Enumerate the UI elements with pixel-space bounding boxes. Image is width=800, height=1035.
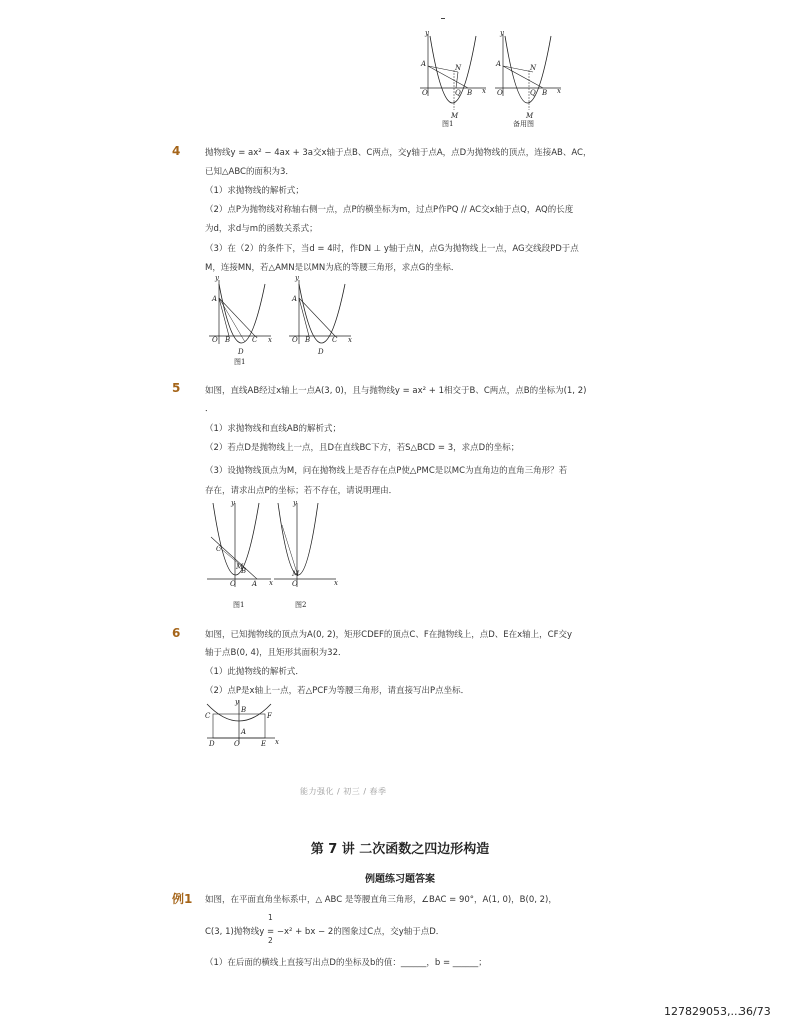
top-fig2-B: B: [542, 89, 548, 97]
p4-fig2-B: B: [305, 336, 311, 344]
top-fig2-x: x: [557, 87, 561, 95]
top-fig1-Q: Q: [455, 89, 461, 97]
problem-4-figure-1: [205, 272, 275, 372]
page-number: 36/73: [739, 1005, 771, 1018]
top-figure-1: [420, 30, 490, 130]
p6-fig-B: B: [241, 706, 247, 714]
p4-fig1-C: C: [252, 336, 258, 344]
p5-fig1-M: M: [236, 563, 244, 571]
p5-fig1-A: A: [252, 580, 258, 588]
problem-4-line-1: 抛物线y = ax² − 4ax + 3a交x轴于点B、C两点，交y轴于点A，点D为抛物线的顶点，连接AB、AC，: [205, 148, 592, 158]
problem-6-line-2: 轴于点B(0, 4)，且矩形其面积为32．: [205, 648, 347, 658]
p5-fig1-O: O: [230, 580, 236, 588]
problem-5-line-6: 存在，请求出点P的坐标；若不存在，请说明理由．: [205, 486, 398, 496]
problem-4-line-3: （1）求抛物线的解析式；: [205, 186, 304, 196]
p5-fig2-x: x: [334, 579, 338, 587]
p4-fig1-O: O: [212, 336, 218, 344]
problem-4-line-6: （3）在（2）的条件下，当d = 4时，作DN ⊥ y轴于点N，点G为抛物线上一点，AG交线段PD于点: [205, 244, 579, 254]
example-1-frac-den: 2: [268, 936, 273, 945]
p4-fig1-y: y: [215, 274, 219, 282]
p5-fig2-y: y: [293, 499, 297, 507]
p5-fig1-caption: 图1: [233, 601, 245, 609]
p4-fig2-O: O: [292, 336, 298, 344]
top-fig1-O: O: [422, 89, 428, 97]
p5-fig1-x: x: [269, 579, 273, 587]
p5-fig1-B: B: [241, 567, 247, 575]
p6-fig-y: y: [235, 698, 239, 706]
p4-fig1-caption: 图1: [234, 358, 246, 366]
p4-fig2-y: y: [295, 274, 299, 282]
p6-fig-F: F: [267, 712, 272, 720]
top-fig1-x: x: [482, 87, 486, 95]
problem-6-line-1: 如图，已知抛物线的顶点为A(0, 2)，矩形CDEF的顶点C、F在抛物线上，点D、E在x轴上，CF交y: [205, 630, 573, 640]
p6-fig-O: O: [234, 740, 240, 748]
p4-fig1-B: B: [225, 336, 231, 344]
problem-5-line-5: （3）设抛物线顶点为M，问在抛物线上是否存在点P使△PMC是以MC为直角边的直角三角形？若: [205, 466, 568, 476]
problem-4-figure-2: [285, 272, 355, 372]
example-1-frac-num: 1: [268, 913, 273, 922]
example-1-line-2: C(3, 1)抛物线y = −x² + bx − 2的图象过C点，交y轴于点D．: [205, 927, 445, 937]
top-fig2-O: O: [497, 89, 503, 97]
example-1-line-3: （1）在后面的横线上直接写出点D的坐标及b的值：______，b = ______；: [205, 958, 487, 968]
top-fig2-M: M: [526, 112, 534, 120]
problem-5-line-3: （1）求抛物线和直线AB的解析式；: [205, 424, 342, 434]
problem-6-line-4: （2）点P是x轴上一点，若△PCF为等腰三角形，请直接写出P点坐标．: [205, 686, 470, 696]
p6-fig-C: C: [205, 712, 211, 720]
top-fig1-B: B: [467, 89, 473, 97]
problem-4-line-2: 已知△ABC的面积为3．: [205, 167, 294, 177]
p6-fig-x: x: [275, 738, 279, 746]
p5-fig2-M: M: [292, 570, 300, 578]
p6-fig-A: A: [241, 728, 247, 736]
p6-fig-E: E: [261, 740, 267, 748]
problem-4-number: 4: [172, 144, 181, 158]
problem-5-line-1: 如图，直线AB经过x轴上一点A(3, 0)，且与抛物线y = ax² + 1相交于B、C两点，点B的坐标为(1, 2): [205, 386, 587, 396]
example-1-number: 例1: [172, 892, 193, 906]
p4-fig2-C: C: [332, 336, 338, 344]
p5-fig2-caption: 图2: [295, 601, 307, 609]
top-fig1-caption: 图1: [442, 120, 454, 128]
top-fig1-A: A: [421, 60, 427, 68]
p4-fig1-x: x: [268, 336, 272, 344]
top-fig2-y: y: [500, 29, 504, 37]
p4-fig1-A: A: [212, 295, 218, 303]
p5-fig1-y: y: [231, 499, 235, 507]
problem-4-line-5: 为d，求d与m的函数关系式；: [205, 224, 318, 234]
problem-4-line-4: （2）点P为抛物线对称轴右侧一点，点P的横坐标为m，过点P作PQ // AC交x轴于点Q，AQ的长度: [205, 205, 574, 215]
example-1-line-1: 如图，在平面直角坐标系中，△ ABC 是等腰直角三角形，∠BAC = 90°，A(1, 0)，B(0, 2)，: [205, 895, 557, 905]
top-fig2-N: N: [530, 64, 537, 72]
problem-5-figure-2: [270, 497, 340, 612]
problem-6-line-3: （1）此抛物线的解析式．: [205, 667, 304, 677]
top-fig2-A: A: [496, 60, 502, 68]
top-fig2-caption: 备用图: [513, 120, 534, 128]
p4-fig2-A: A: [292, 295, 298, 303]
top-fig1-N: N: [455, 64, 462, 72]
footer-breadcrumb: 能力强化 / 初三 / 春季: [300, 787, 387, 796]
problem-5-line-4: （2）若点D是抛物线上一点，且D在直线BC下方，若S△BCD = 3，求点D的坐标；: [205, 443, 520, 453]
top-fig1-M: M: [451, 112, 459, 120]
p4-fig2-x: x: [348, 336, 352, 344]
p4-fig2-D: D: [318, 348, 324, 356]
problem-6-figure: [203, 700, 283, 750]
lecture-title: 第 7 讲 二次函数之四边形构造: [310, 842, 490, 857]
p5-fig1-C: C: [216, 545, 222, 553]
top-fig2-Q: Q: [530, 89, 536, 97]
p4-fig1-D: D: [238, 348, 244, 356]
problem-5-number: 5: [172, 381, 181, 395]
top-figure-2: [495, 30, 565, 130]
problem-4-line-7: M，连接MN，若△AMN是以MN为底的等腰三角形，求点G的坐标．: [205, 263, 460, 273]
problem-5-line-2: ．: [205, 404, 214, 414]
p6-fig-D: D: [209, 740, 215, 748]
problem-5-figure-1: [205, 497, 275, 612]
document-id: 127829053,...: [664, 1005, 741, 1018]
section-title: 例题练习题答案: [365, 874, 435, 885]
top-fig1-y: y: [425, 29, 429, 37]
p5-fig2-O: O: [292, 580, 298, 588]
top-mark: [441, 18, 445, 19]
problem-6-number: 6: [172, 626, 181, 640]
